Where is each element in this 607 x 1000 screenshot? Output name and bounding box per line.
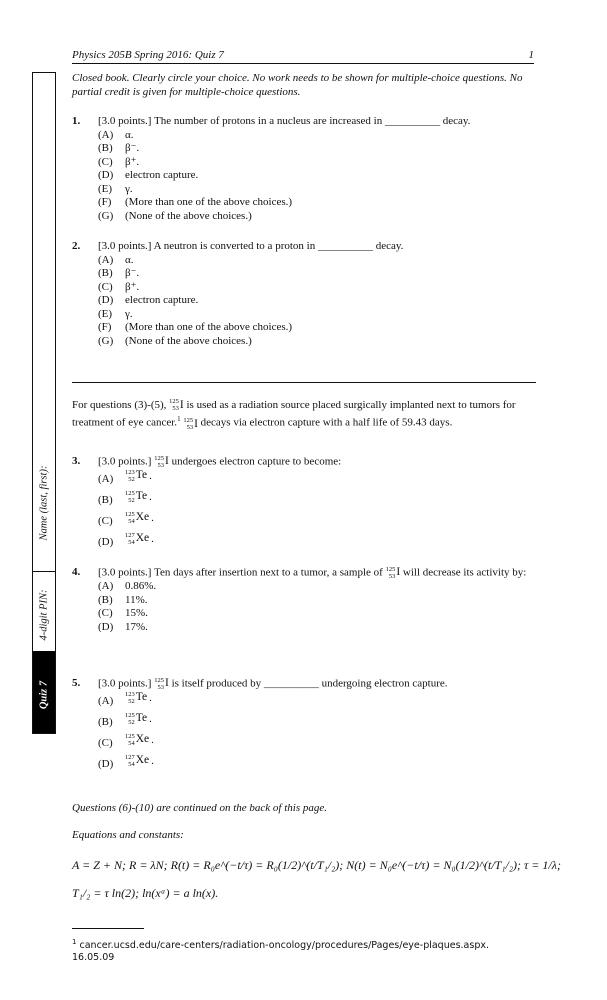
- answer-choice[interactable]: [98, 490, 532, 511]
- strip-divider: [33, 571, 55, 572]
- choice-nuclide: [125, 754, 154, 768]
- mass-number: 125: [125, 712, 135, 720]
- choice-text: 17%.: [125, 620, 148, 633]
- choice-text: (None of the above choices.): [125, 334, 252, 347]
- choice-letter: (D): [98, 294, 114, 306]
- choice-text: 0.86%.: [125, 580, 157, 593]
- mass-number: 125: [183, 416, 194, 424]
- choice-text: electron capture.: [125, 294, 199, 306]
- choice-nuclide: [125, 490, 152, 504]
- answer-choice[interactable]: [98, 532, 532, 553]
- equations-heading: Equations and constants:: [72, 829, 184, 841]
- mass-number: 125: [385, 566, 396, 573]
- question-text: [3.0 points.] A neutron is converted to a proton in __________ decay.: [98, 240, 404, 252]
- answer-choice[interactable]: [98, 691, 532, 712]
- pin-field-label[interactable]: 4-digit PIN:: [38, 589, 50, 641]
- passage-text: For questions (3)-(5),: [72, 399, 167, 411]
- passage-text: is used as a radiation source placed surgically implanted next to tumors for treatment of eye cancer.: [72, 399, 516, 430]
- choice-letter: (C): [98, 515, 113, 528]
- answer-choice[interactable]: [98, 469, 532, 490]
- answer-choice[interactable]: [98, 594, 532, 608]
- choice-letter: (F): [98, 196, 112, 208]
- question-stem: is itself produced by __________ undergoing electron capture.: [171, 677, 448, 690]
- mass-number: 125: [154, 677, 164, 684]
- question-number: 1.: [72, 115, 81, 127]
- choice-text: electron capture.: [125, 169, 199, 181]
- question-5: [72, 677, 532, 775]
- document-code: 16.05.09: [72, 952, 115, 963]
- choice-letter: (D): [98, 169, 114, 181]
- question-2-options: [72, 254, 532, 349]
- mass-number: 125: [125, 511, 135, 519]
- section-divider: [72, 382, 536, 383]
- answer-choice[interactable]: [98, 511, 532, 532]
- instructions: Closed book. Clearly circle your choice. No work needs to be shown for multiple-choice questions. No partial credit is given for multiple-choice questions.: [72, 72, 523, 98]
- answer-choice[interactable]: [98, 621, 532, 635]
- question-points: [3.0 points.]: [98, 455, 152, 468]
- atomic-number: 53: [388, 573, 396, 580]
- answer-choice[interactable]: [98, 607, 532, 621]
- question-stem: [3.0 points.] Ten days after insertion next to a tumor, a sample of: [98, 566, 383, 579]
- question-1: [72, 115, 532, 223]
- answer-choice[interactable]: [98, 254, 532, 268]
- page-header: [72, 49, 534, 64]
- choice-text: (More than one of the above choices.): [125, 321, 293, 333]
- answer-choice[interactable]: [98, 321, 532, 335]
- element-symbol: Xe: [135, 733, 150, 746]
- question-3: [72, 455, 532, 553]
- answer-choice[interactable]: [98, 335, 532, 349]
- atomic-number: 54: [128, 761, 135, 769]
- choice-letter: (B): [98, 142, 113, 154]
- choice-letter: (C): [98, 607, 113, 620]
- answer-choice[interactable]: [98, 169, 532, 183]
- choice-text: 11%.: [125, 593, 148, 606]
- nuclide: [125, 490, 147, 504]
- answer-choice[interactable]: [98, 281, 532, 295]
- choice-text: β⁺.: [125, 155, 140, 168]
- answer-choice[interactable]: [98, 733, 532, 754]
- nuclide: [125, 712, 147, 726]
- atomic-number: 53: [186, 423, 194, 431]
- answer-choice[interactable]: [98, 580, 532, 594]
- element-symbol: Te: [135, 691, 148, 704]
- header-title: Physics 205B Spring 2016: Quiz 7: [72, 49, 224, 61]
- footnote: [72, 938, 489, 951]
- choice-period: .: [151, 532, 154, 545]
- atomic-number: 54: [128, 518, 135, 526]
- question-4-options: [72, 580, 532, 634]
- choice-period: .: [151, 754, 154, 767]
- choice-period: .: [149, 712, 152, 725]
- iodine-125-nuclide: [154, 455, 169, 469]
- choice-letter: (D): [98, 758, 114, 771]
- question-number: 4.: [72, 566, 81, 578]
- question-stem: will decrease its activity by:: [402, 566, 527, 579]
- element-symbol: I: [396, 566, 401, 579]
- answer-choice[interactable]: [98, 129, 532, 143]
- choice-period: .: [149, 469, 152, 482]
- answer-choice[interactable]: [98, 712, 532, 733]
- choice-text: β⁻.: [125, 267, 140, 279]
- question-number: 5.: [72, 677, 81, 689]
- choice-text: γ.: [125, 307, 133, 320]
- choice-letter: (D): [98, 536, 114, 549]
- choice-text: (None of the above choices.): [125, 209, 252, 222]
- choice-nuclide: [125, 532, 154, 546]
- mass-number: 125: [169, 398, 179, 406]
- question-text: [98, 455, 532, 469]
- question-points: [3.0 points.]: [98, 677, 152, 690]
- element-symbol: Xe: [135, 532, 150, 545]
- choice-letter: (F): [98, 321, 112, 333]
- choice-nuclide: [125, 691, 152, 705]
- choice-letter: (A): [98, 580, 114, 593]
- quiz-label: Quiz 7: [38, 680, 50, 710]
- choice-text: (More than one of the above choices.): [125, 196, 293, 208]
- answer-choice[interactable]: [98, 308, 532, 322]
- choice-text: 15%.: [125, 607, 148, 620]
- atomic-number: 52: [128, 497, 135, 505]
- choice-letter: (A): [98, 473, 114, 486]
- iodine-125-nuclide: [183, 417, 198, 431]
- answer-choice[interactable]: [98, 210, 532, 224]
- atomic-number: 52: [128, 476, 135, 484]
- choice-letter: (G): [98, 209, 114, 222]
- choice-letter: (A): [98, 128, 114, 141]
- choice-letter: (A): [98, 253, 114, 266]
- atomic-number: 54: [128, 740, 135, 748]
- atomic-number: 52: [128, 698, 135, 706]
- mass-number: 127: [125, 532, 135, 540]
- element-symbol: I: [164, 677, 169, 690]
- question-stem: undergoes electron capture to become:: [171, 455, 342, 468]
- choice-letter: (G): [98, 334, 114, 347]
- passage: [72, 398, 532, 431]
- footnote-rule: [72, 928, 144, 929]
- choice-period: .: [149, 691, 152, 704]
- iodine-125-nuclide: [169, 398, 184, 412]
- footnote-number: 1: [72, 938, 77, 946]
- nuclide: [125, 511, 149, 525]
- nuclide: [125, 754, 149, 768]
- choice-letter: (C): [98, 737, 113, 750]
- mass-number: 125: [154, 455, 164, 462]
- element-symbol: I: [164, 455, 169, 468]
- choice-letter: (E): [98, 307, 113, 320]
- choice-letter: (A): [98, 695, 114, 708]
- question-number: 3.: [72, 455, 81, 467]
- element-symbol: Te: [135, 490, 148, 503]
- name-pin-strip: [32, 72, 56, 734]
- equations-line-1: A = Z + N; R = λN; R(t) = R₀e^(−t/τ) = R₀(1/2)^(t/T₁/₂); N(t) = N₀e^(−t/τ) = N₀(1/2)^(t/T₁/₂); τ = 1/λ;: [72, 858, 561, 872]
- answer-choice[interactable]: [98, 294, 532, 308]
- question-text: [98, 566, 532, 580]
- choice-letter: (C): [98, 280, 113, 293]
- choice-text: α.: [125, 128, 134, 141]
- element-symbol: Xe: [135, 511, 150, 524]
- question-number: 2.: [72, 240, 81, 252]
- question-text: [98, 677, 532, 691]
- page-number: 1: [528, 49, 534, 61]
- choice-letter: (B): [98, 716, 113, 729]
- name-field-label[interactable]: Name (last, first):: [38, 465, 50, 541]
- element-symbol: I: [179, 399, 184, 412]
- choice-text: β⁺.: [125, 280, 140, 293]
- atomic-number: 53: [157, 684, 164, 691]
- element-symbol: Xe: [135, 754, 150, 767]
- continued-note: Questions (6)-(10) are continued on the back of this page.: [72, 802, 327, 814]
- choice-letter: (B): [98, 593, 113, 606]
- nuclide: [125, 733, 149, 747]
- iodine-125-nuclide: [154, 677, 169, 691]
- choice-text: α.: [125, 253, 134, 266]
- answer-choice[interactable]: [98, 156, 532, 170]
- choice-period: .: [149, 490, 152, 503]
- answer-choice[interactable]: [98, 196, 532, 210]
- atomic-number: 53: [157, 462, 164, 469]
- iodine-125-nuclide: [386, 566, 401, 580]
- atomic-number: 52: [128, 719, 135, 727]
- question-2: [72, 240, 532, 348]
- question-text: [3.0 points.] The number of protons in a nucleus are increased in __________ decay.: [98, 115, 471, 127]
- equations-line-2: T₁/₂ = τ ln(2); ln(xᵃ) = a ln(x).: [72, 886, 219, 900]
- answer-choice[interactable]: [98, 754, 532, 775]
- choice-letter: (B): [98, 267, 113, 279]
- mass-number: 123: [125, 691, 135, 699]
- element-symbol: Te: [135, 712, 148, 725]
- choice-nuclide: [125, 469, 152, 483]
- mass-number: 125: [125, 490, 135, 498]
- element-symbol: Te: [135, 469, 148, 482]
- choice-letter: (D): [98, 620, 114, 633]
- choice-text: γ.: [125, 182, 133, 195]
- mass-number: 123: [125, 469, 135, 477]
- choice-text: β⁻.: [125, 142, 140, 154]
- nuclide: [125, 469, 147, 483]
- mass-number: 127: [125, 754, 135, 762]
- footnote-url[interactable]: cancer.ucsd.edu/care-centers/radiation-oncology/procedures/Pages/eye-plaques.aspx.: [79, 940, 489, 952]
- choice-nuclide: [125, 733, 154, 747]
- answer-choice[interactable]: [98, 267, 532, 281]
- choice-nuclide: [125, 712, 152, 726]
- nuclide: [125, 691, 147, 705]
- question-4: [72, 566, 532, 634]
- passage-text: decays via electron capture with a half life of 59.43 days.: [200, 417, 453, 430]
- choice-letter: (B): [98, 494, 113, 507]
- footnote-mark[interactable]: 1: [177, 415, 181, 424]
- nuclide: [125, 532, 149, 546]
- choice-letter: (E): [98, 182, 113, 195]
- question-5-options: [72, 691, 532, 775]
- answer-choice[interactable]: [98, 142, 532, 156]
- element-symbol: I: [194, 417, 198, 430]
- answer-choice[interactable]: [98, 183, 532, 197]
- atomic-number: 53: [172, 405, 179, 413]
- mass-number: 125: [125, 733, 135, 741]
- choice-period: .: [151, 511, 154, 524]
- question-1-options: [72, 129, 532, 224]
- atomic-number: 54: [128, 539, 135, 547]
- choice-letter: (C): [98, 155, 113, 168]
- choice-nuclide: [125, 511, 154, 525]
- question-3-options: [72, 469, 532, 553]
- choice-period: .: [151, 733, 154, 746]
